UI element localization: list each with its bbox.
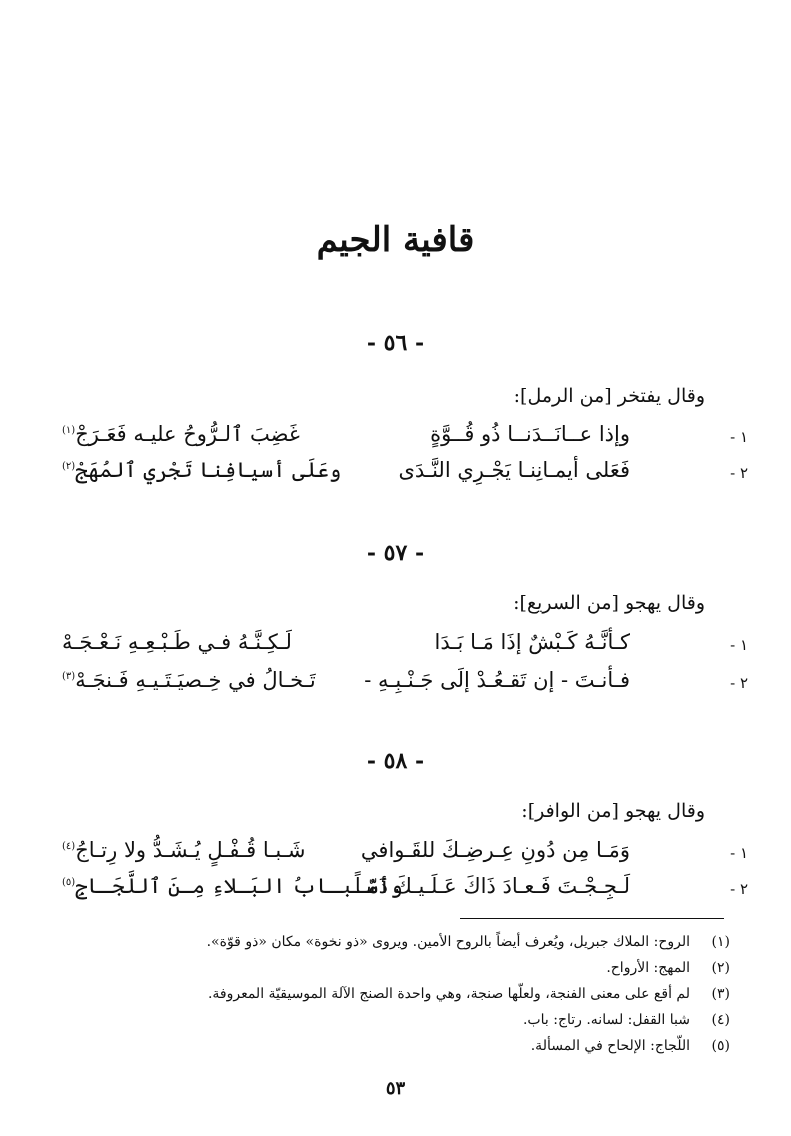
verse-first-hemistich: فَعَلى أيمـانِنـا يَجْـرِي النَّـدَى bbox=[398, 458, 630, 482]
footnote-number: (٥) bbox=[711, 1038, 730, 1054]
verse-second-hemistich bbox=[62, 838, 306, 862]
footnote-text: لم أقع على معنى الفنجة، ولعلّها صنجة، وهي واحدة الصنج الآلة الموسيقيّة المعروفة. bbox=[207, 986, 690, 1002]
footnote-item bbox=[60, 986, 730, 1012]
verse-number: ٢ - bbox=[730, 464, 748, 482]
verse-first-hemistich: لَـجِـجْـتَ فَـعـادَ ذَاكَ عَـلَـيـكَ ذَمّـاً bbox=[354, 874, 630, 898]
footnote-mark: (٤) bbox=[62, 841, 76, 852]
footnote-text: شبا القفل: لسانه. رتاج: باب. bbox=[522, 1012, 690, 1028]
footnotes bbox=[60, 934, 730, 1064]
footnote-mark: (٣) bbox=[62, 671, 76, 682]
footnote-text: المهج: الأرواح. bbox=[606, 960, 690, 976]
hemistich-text: لَـكِـنَّـهُ فـي طَـبْـعِـهِ نَـعْـجَـهْ bbox=[62, 630, 292, 654]
verse-first-hemistich: كـأنَّـهُ كَـبْشٌ إذَا مَـا بَـدَا bbox=[434, 630, 630, 654]
poem-intro: وقال يهجو [من الوافر]: bbox=[521, 800, 705, 822]
verse-number: ٢ - bbox=[730, 674, 748, 692]
verse-second-hemistich bbox=[62, 630, 292, 654]
footnote-divider bbox=[460, 918, 724, 919]
footnote-text: اللّجاج: الإلحاح في المسألة. bbox=[530, 1038, 690, 1054]
footnote-text: الروح: الملاك جبريل، ويُعرف أيضاً بالروح الأمين. ويروى «ذو نخوة» مكان «ذو قوّة». bbox=[206, 934, 690, 950]
verse-line bbox=[60, 668, 748, 702]
poem-number: - ٥٧ - bbox=[366, 540, 425, 566]
poem-intro: وقال يهجو [من السريع]: bbox=[513, 592, 705, 614]
poem-number: - ٥٨ - bbox=[366, 748, 425, 774]
verse-number: ١ - bbox=[730, 636, 748, 654]
page-number: ٥٣ bbox=[385, 1078, 406, 1099]
hemistich-text: شَـبـا قُـفْـلٍ يُـشَـدُّ ولا رِتـاجُ bbox=[75, 838, 306, 862]
poem-intro: وقال يفتخر [من الرمل]: bbox=[513, 385, 705, 407]
chapter-title: قافية الجيم bbox=[316, 220, 475, 260]
verse-number: ١ - bbox=[730, 428, 748, 446]
hemistich-text: وعَلَى أسيافِنا تَجْري ٱلمُهَجْ bbox=[75, 458, 342, 482]
footnote-item bbox=[60, 1038, 730, 1064]
verse-first-hemistich: وإذا عــانَــدَنــا ذُو قُــوَّةٍ bbox=[430, 422, 630, 446]
verse-line bbox=[60, 422, 748, 456]
verse-first-hemistich: فـأنـتَ - إن تَقـعُـدْ إلَى جَـنْـبِـهِ - bbox=[364, 668, 630, 692]
verse-second-hemistich bbox=[62, 668, 316, 692]
footnote-number: (٤) bbox=[711, 1012, 730, 1028]
footnote-item bbox=[60, 934, 730, 960]
hemistich-text: غَضِبَ ٱلـرُّوحُ عليـه فَعَـرَجْ bbox=[75, 422, 300, 446]
poem-number: - ٥٦ - bbox=[366, 330, 425, 356]
hemistich-text: وأسْـبـابُ البَـلاءِ مِـنَ ٱللَّجَـاجِ bbox=[75, 874, 403, 898]
footnote-mark: (١) bbox=[62, 425, 76, 436]
footnote-mark: (٢) bbox=[62, 461, 76, 472]
footnote-item bbox=[60, 960, 730, 986]
hemistich-text: تَـخـالُ في خِـصيَـتَـيـهِ فَـنجَـهْ bbox=[75, 668, 316, 692]
footnote-number: (٣) bbox=[711, 986, 730, 1002]
footnote-number: (٢) bbox=[711, 960, 730, 976]
verse-number: ٢ - bbox=[730, 880, 748, 898]
verse-line bbox=[60, 874, 748, 908]
verse-number: ١ - bbox=[730, 844, 748, 862]
verse-line bbox=[60, 630, 748, 664]
verse-line bbox=[60, 458, 748, 492]
footnote-mark: (٥) bbox=[62, 877, 76, 888]
verse-second-hemistich bbox=[62, 458, 341, 482]
footnote-item bbox=[60, 1012, 730, 1038]
footnote-number: (١) bbox=[711, 934, 730, 950]
verse-second-hemistich bbox=[62, 422, 300, 446]
verse-first-hemistich: وَمَـا مِن دُونِ عِـرضِـكَ للقَـوافي bbox=[360, 838, 630, 862]
verse-second-hemistich bbox=[62, 874, 403, 898]
verse-line bbox=[60, 838, 748, 872]
